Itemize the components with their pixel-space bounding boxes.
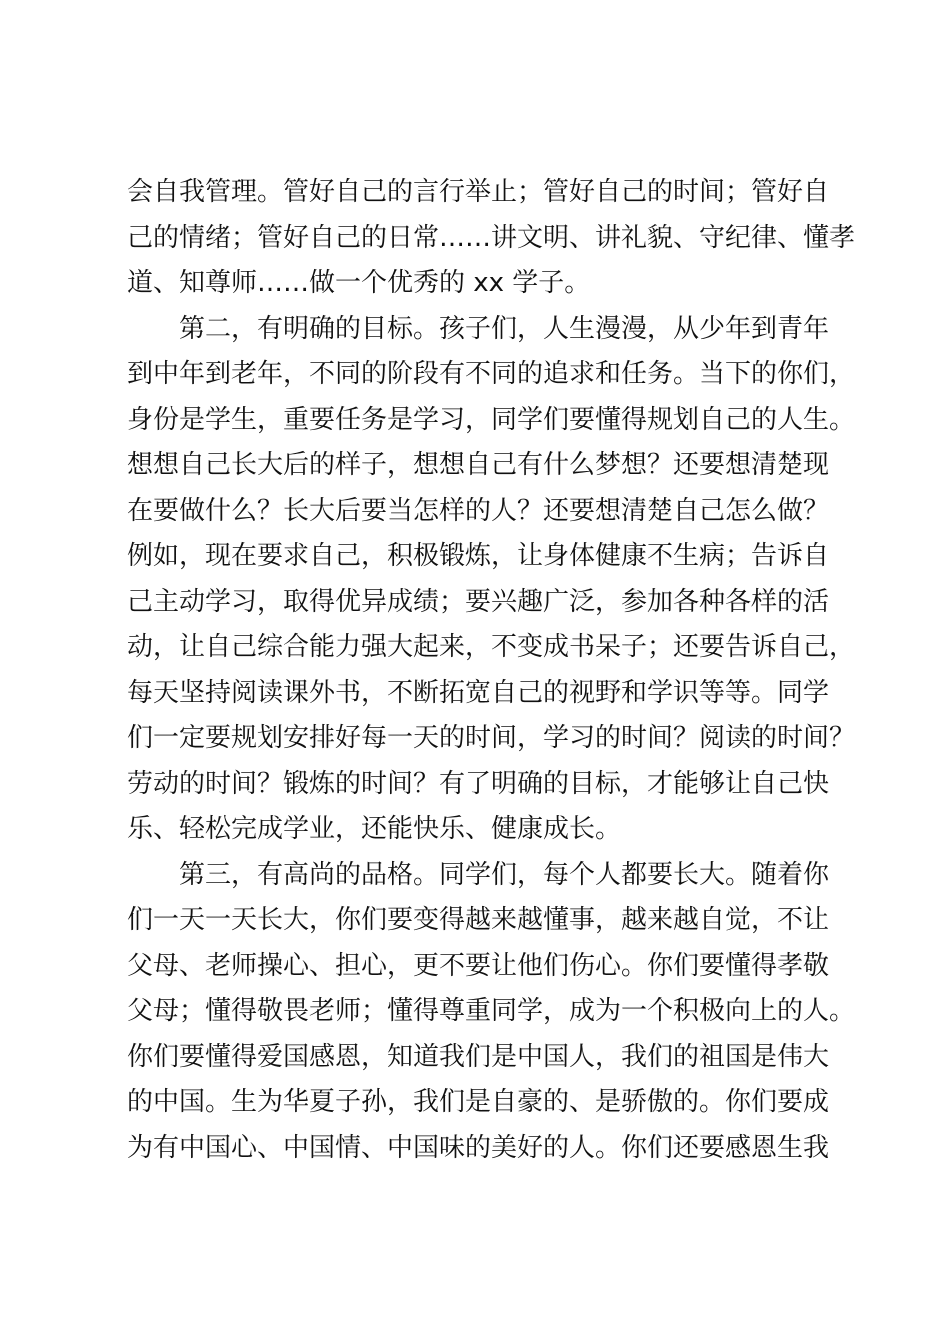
text-line: 己主动学习，取得优异成绩；要兴趣广泛，参加各种各样的活 — [127, 586, 830, 617]
text-line: 父母、老师操心、担心，更不要让他们伤心。你们要懂得孝敬 — [127, 950, 830, 981]
paragraph-start-line: 第二，有明确的目标。孩子们，人生漫漫，从少年到青年 — [179, 313, 830, 344]
text-line: 在要做什么？长大后要当怎样的人？还要想清楚自己怎么做？ — [127, 495, 830, 526]
body-text — [127, 170, 856, 1171]
text-line: 的中国。生为华夏子孙，我们是自豪的、是骄傲的。你们要成 — [127, 1087, 830, 1117]
text-line: 每天坚持阅读课外书，不断拓宽自己的视野和学识等等。同学 — [127, 677, 830, 708]
text-line: 动，让自己综合能力强大起来，不变成书呆子；还要告诉自己， — [127, 632, 856, 662]
text-line: 己的情绪；管好自己的日常……讲文明、讲礼貌、守纪律、懂孝 — [127, 222, 856, 253]
text-line: 身份是学生，重要任务是学习，同学们要懂得规划自己的人生。 — [127, 404, 856, 435]
text-line: 你们要懂得爱国感恩，知道我们是中国人，我们的祖国是伟大 — [127, 1041, 830, 1072]
text-line: 例如，现在要求自己，积极锻炼，让身体健康不生病；告诉自 — [127, 541, 830, 571]
text-line: 道、知尊师……做一个优秀的 xx 学子。 — [127, 268, 591, 298]
text-line: 劳动的时间？锻炼的时间？有了明确的目标，才能够让自己快 — [127, 768, 830, 799]
paragraph-start-line: 第三，有高尚的品格。同学们，每个人都要长大。随着你 — [179, 859, 830, 890]
text-line: 想想自己长大后的样子，想想自己有什么梦想？还要想清楚现 — [127, 450, 830, 480]
text-line: 们一天一天长大，你们要变得越来越懂事，越来越自觉，不让 — [127, 905, 830, 935]
text-line: 乐、轻松完成学业，还能快乐、健康成长。 — [127, 814, 622, 844]
text-line: 为有中国心、中国情、中国味的美好的人。你们还要感恩生我 — [127, 1132, 830, 1163]
text-line: 们一定要规划安排好每一天的时间，学习的时间？阅读的时间？ — [127, 723, 856, 753]
text-line: 父母；懂得敬畏老师；懂得尊重同学，成为一个积极向上的人。 — [127, 996, 856, 1026]
text-line: 会自我管理。管好自己的言行举止；管好自己的时间；管好自 — [127, 177, 830, 207]
text-line: 到中年到老年，不同的阶段有不同的追求和任务。当下的你们， — [127, 359, 856, 389]
